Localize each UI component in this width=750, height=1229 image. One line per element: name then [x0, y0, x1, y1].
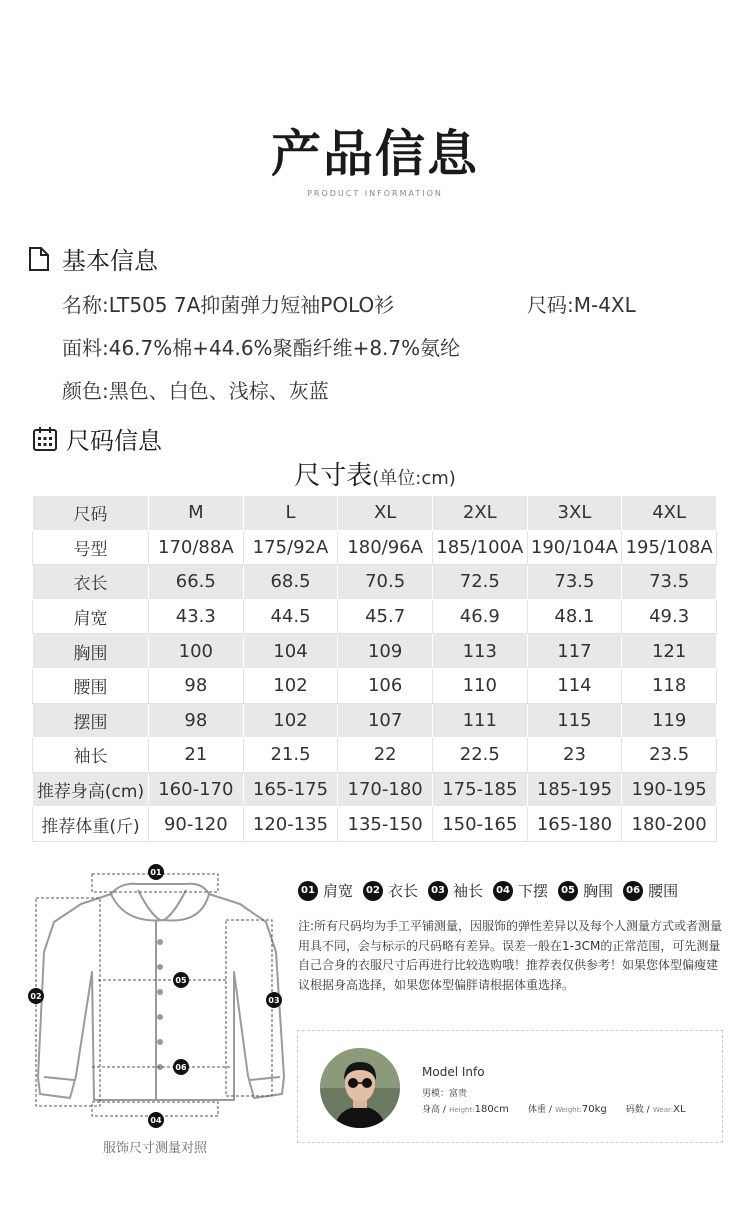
table-cell: 109: [338, 634, 433, 669]
legend-label: 胸围: [583, 882, 614, 900]
table-cell: 45.7: [338, 599, 433, 634]
table-cell: 120-135: [243, 807, 338, 842]
height-value: 180cm: [474, 1104, 509, 1115]
colors: 颜色:黑色、白色、浅棕、灰蓝: [62, 379, 329, 403]
table-cell: 23.5: [622, 738, 717, 773]
table-cell: 180-200: [622, 807, 717, 842]
table-cell: 90-120: [149, 807, 244, 842]
table-header-cell: XL: [338, 496, 433, 531]
size-table-title: 尺寸表: [294, 461, 373, 491]
table-cell: 21.5: [243, 738, 338, 773]
table-row: [33, 807, 717, 842]
legend-label: 肩宽: [323, 882, 354, 900]
table-cell: 170-180: [338, 772, 433, 807]
table-header-row: [33, 496, 717, 531]
size-label: 码数 /: [625, 1105, 650, 1115]
table-cell: 102: [243, 703, 338, 738]
model-stats: [422, 1102, 686, 1115]
marker-02: 02: [28, 988, 44, 1004]
table-cell: 73.5: [622, 565, 717, 600]
size-value: XL: [673, 1104, 686, 1115]
table-cell: 98: [149, 703, 244, 738]
table-cell: 73.5: [527, 565, 622, 600]
table-cell: 98: [149, 668, 244, 703]
marker-06: 06: [173, 1059, 189, 1075]
table-cell: 114: [527, 668, 622, 703]
table-cell: 117: [527, 634, 622, 669]
size-info-title: 尺码信息: [66, 427, 162, 455]
legend-label: 下摆: [518, 882, 549, 900]
legend-number: 06: [623, 881, 643, 901]
size-table-unit: (单位:cm): [372, 468, 456, 489]
page-subtitle: PRODUCT INFORMATION: [307, 189, 443, 198]
table-header-cell: 尺码: [33, 496, 149, 531]
model-name: 男模：富贵: [422, 1089, 468, 1099]
table-row: [33, 599, 717, 634]
table-cell: 46.9: [432, 599, 527, 634]
table-row: [33, 738, 717, 773]
table-cell: 135-150: [338, 807, 433, 842]
weight-label: 体重 /: [528, 1105, 552, 1115]
table-cell: 68.5: [243, 565, 338, 600]
size-range: 尺码:M-4XL: [527, 293, 636, 317]
table-cell: 43.3: [149, 599, 244, 634]
height-label: 身高 /: [422, 1105, 446, 1115]
row-label-cell: 摆围: [33, 703, 149, 738]
legend-number: 04: [493, 881, 513, 901]
table-cell: 150-165: [432, 807, 527, 842]
size-info-heading: [32, 421, 162, 456]
table-cell: 111: [432, 703, 527, 738]
table-cell: 165-180: [527, 807, 622, 842]
table-row: [33, 668, 717, 703]
table-cell: 22: [338, 738, 433, 773]
table-cell: 195/108A: [622, 530, 717, 565]
table-cell: 115: [527, 703, 622, 738]
table-cell: 100: [149, 634, 244, 669]
legend-item: [363, 880, 418, 901]
marker-05: 05: [173, 972, 189, 988]
garment-caption: 服饰尺寸测量对照: [102, 1141, 207, 1156]
row-label-cell: 推荐体重(斤): [33, 807, 149, 842]
table-cell: 165-175: [243, 772, 338, 807]
fabric: 面料:46.7%棉+44.6%聚酯纤维+8.7%氨纶: [62, 336, 461, 360]
table-row: [33, 703, 717, 738]
legend-label: 衣长: [388, 882, 419, 900]
row-label-cell: 袖长: [33, 738, 149, 773]
height-label-en: Height:: [449, 1106, 475, 1114]
legend-number: 05: [558, 881, 578, 901]
table-cell: 21: [149, 738, 244, 773]
legend-number: 03: [428, 881, 448, 901]
table-cell: 175/92A: [243, 530, 338, 565]
table-row: [33, 565, 717, 600]
table-cell: 49.3: [622, 599, 717, 634]
table-cell: 23: [527, 738, 622, 773]
shirt-illustration: [26, 862, 286, 1132]
legend-item: [623, 880, 678, 901]
table-header-cell: 2XL: [432, 496, 527, 531]
row-label-cell: 号型: [33, 530, 149, 565]
row-label-cell: 腰围: [33, 668, 149, 703]
table-header-cell: 4XL: [622, 496, 717, 531]
weight-label-en: Weight:: [555, 1106, 582, 1114]
table-cell: 121: [622, 634, 717, 669]
marker-03: 03: [266, 992, 282, 1008]
row-label-cell: 肩宽: [33, 599, 149, 634]
table-cell: 107: [338, 703, 433, 738]
size-label-en: Wear:: [652, 1106, 674, 1114]
table-cell: 185/100A: [432, 530, 527, 565]
table-header-cell: 3XL: [527, 496, 622, 531]
weight-value: 70kg: [581, 1104, 607, 1115]
table-cell: 190/104A: [527, 530, 622, 565]
table-cell: 119: [622, 703, 717, 738]
page-title: 产品信息: [271, 125, 479, 183]
table-cell: 66.5: [149, 565, 244, 600]
table-row: [33, 634, 717, 669]
table-cell: 106: [338, 668, 433, 703]
row-label-cell: 衣长: [33, 565, 149, 600]
table-cell: 175-185: [432, 772, 527, 807]
table-header-cell: L: [243, 496, 338, 531]
legend-item: [298, 880, 353, 901]
marker-04: 04: [148, 1112, 164, 1128]
table-cell: 72.5: [432, 565, 527, 600]
table-cell: 190-195: [622, 772, 717, 807]
avatar: [320, 1048, 400, 1128]
legend-number: 02: [363, 881, 383, 901]
row-label-cell: 胸围: [33, 634, 149, 669]
legend-label: 腰围: [648, 882, 679, 900]
size-table-caption: [0, 455, 750, 492]
legend-label: 袖长: [453, 882, 484, 900]
garment-diagram: [26, 862, 286, 1132]
measurement-legend: [298, 880, 688, 901]
document-icon: [28, 246, 52, 272]
table-cell: 110: [432, 668, 527, 703]
calendar-icon: [32, 426, 56, 452]
table-header-cell: M: [149, 496, 244, 531]
table-cell: 70.5: [338, 565, 433, 600]
table-cell: 113: [432, 634, 527, 669]
model-info-title: Model Info: [422, 1065, 485, 1079]
basic-info-title: 基本信息: [62, 247, 158, 275]
legend-item: [493, 880, 548, 901]
legend-item: [558, 880, 613, 901]
table-cell: 102: [243, 668, 338, 703]
table-row: [33, 530, 717, 565]
measurement-note: 注:所有尺码均为手工平铺测量，因服饰的弹性差异以及每个人测量方式或者测量用具不同，会与标示的尺码略有差异。误差一般在1-3CM的正常范围，可先测量自己合身的衣服尺寸后再进行比较选购哦！推荐表仅供参考！如果您体型偏瘦建议根据身高选择，如果您体型偏胖请根据体重选择。: [298, 919, 723, 992]
legend-item: [428, 880, 483, 901]
row-label-cell: 推荐身高(cm): [33, 772, 149, 807]
table-cell: 160-170: [149, 772, 244, 807]
table-cell: 170/88A: [149, 530, 244, 565]
table-cell: 118: [622, 668, 717, 703]
basic-info-heading: [28, 241, 158, 276]
legend-number: 01: [298, 881, 318, 901]
table-row: [33, 772, 717, 807]
table-cell: 104: [243, 634, 338, 669]
marker-01: 01: [148, 864, 164, 880]
table-cell: 22.5: [432, 738, 527, 773]
size-table: [32, 495, 717, 842]
table-cell: 180/96A: [338, 530, 433, 565]
product-name: 名称:LT505 7A抑菌弹力短袖POLO衫: [62, 293, 395, 317]
table-cell: 44.5: [243, 599, 338, 634]
table-cell: 185-195: [527, 772, 622, 807]
table-cell: 48.1: [527, 599, 622, 634]
